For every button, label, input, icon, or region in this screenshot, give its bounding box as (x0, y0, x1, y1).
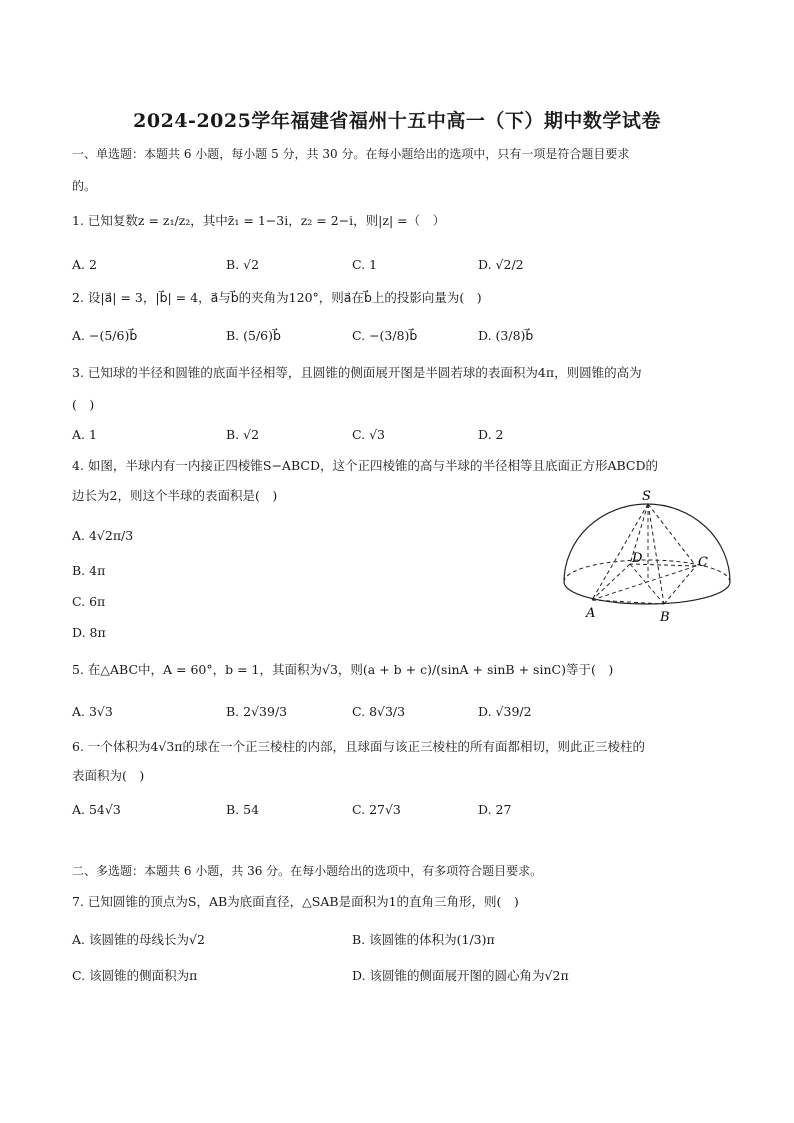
q7-option-d: D. 该圆锥的侧面展开图的圆心角为√2π (352, 968, 569, 983)
q2-option-d: D. (3/8)b⃗ (478, 328, 534, 343)
q7-option-a: A. 该圆锥的母线长为√2 (72, 932, 205, 947)
page-title: 2024-2025学年福建省福州十五中高一（下）期中数学试卷 (133, 110, 661, 132)
q1-option-d: D. √2/2 (478, 257, 524, 272)
label-c: C (698, 555, 708, 570)
q6-option-c: C. 27√3 (352, 802, 401, 817)
hemisphere-pyramid-figure (552, 484, 742, 629)
q1-option-c: C. 1 (352, 257, 378, 272)
label-a: A (586, 606, 596, 621)
q4-option-a: A. 4√2π/3 (72, 528, 134, 543)
q3-stem-cont: ( ) (72, 397, 95, 412)
q1-stem: 1. 已知复数z = z₁/z₂，其中z̄₁ = 1−3i，z₂ = 2−i，则|z| =（ ） (72, 213, 446, 228)
q5-option-c: C. 8√3/3 (352, 704, 406, 719)
label-b: B (660, 610, 670, 625)
q7-stem: 7. 已知圆锥的顶点为S，AB为底面直径，△SAB是面积为1的直角三角形，则( ) (72, 894, 519, 909)
q1-option-b: B. √2 (226, 257, 260, 272)
q6-option-a: A. 54√3 (72, 802, 121, 817)
q4-stem-cont: 边长为2，则这个半球的表面积是( ) (72, 488, 278, 503)
label-d: D (632, 551, 643, 566)
q3-option-d: D. 2 (478, 427, 504, 442)
section2-heading: 二、多选题：本题共 6 小题，共 36 分。在每小题给出的选项中，有多项符合题目要求。 (72, 864, 543, 878)
q4-option-c: C. 6π (72, 594, 106, 609)
q6-stem-cont: 表面积为( ) (72, 768, 145, 783)
section1-heading: 一、单选题：本题共 6 小题，每小题 5 分，共 30 分。在每小题给出的选项中，只有一项是符合题目要求 (72, 147, 630, 161)
q6-option-d: D. 27 (478, 802, 512, 817)
q3-option-a: A. 1 (72, 427, 97, 442)
q5-option-b: B. 2√39/3 (226, 704, 288, 719)
q2-stem: 2. 设|a⃗| = 3，|b⃗| = 4，a⃗与b⃗的夹角为120°，则a⃗在b⃗上的投影向量为( ) (72, 290, 482, 305)
q5-option-d: D. √39/2 (478, 704, 532, 719)
q7-option-c: C. 该圆锥的侧面积为π (72, 968, 198, 983)
q3-option-c: C. √3 (352, 427, 385, 442)
q7-option-b: B. 该圆锥的体积为(1/3)π (352, 932, 495, 947)
q4-option-b: B. 4π (72, 563, 106, 578)
q1-option-a: A. 2 (72, 257, 97, 272)
q3-stem: 3. 已知球的半径和圆锥的底面半径相等，且圆锥的侧面展开图是半圆若球的表面积为4π，则圆锥的高为 (72, 365, 642, 380)
section1-heading-cont: 的。 (72, 179, 97, 193)
q2-option-a: A. −(5/6)b⃗ (72, 328, 138, 343)
label-s: S (642, 489, 651, 504)
q3-option-b: B. √2 (226, 427, 260, 442)
q4-stem: 4. 如图，半球内有一内接正四棱锥S−ABCD，这个正四棱锥的高与半球的半径相等且底面正方形ABCD的 (72, 458, 659, 473)
q4-option-d: D. 8π (72, 625, 106, 640)
q6-option-b: B. 54 (226, 802, 260, 817)
q5-option-a: A. 3√3 (72, 704, 113, 719)
q2-option-b: B. (5/6)b⃗ (226, 328, 281, 343)
q2-option-c: C. −(3/8)b⃗ (352, 328, 418, 343)
q6-stem: 6. 一个体积为4√3π的球在一个正三棱柱的内部，且球面与该正三棱柱的所有面都相切，则此正三棱柱的 (72, 739, 645, 754)
q5-stem: 5. 在△ABC中，A = 60°，b = 1，其面积为√3，则(a + b + c)/(sinA + sinB + sinC)等于( ) (72, 662, 614, 677)
